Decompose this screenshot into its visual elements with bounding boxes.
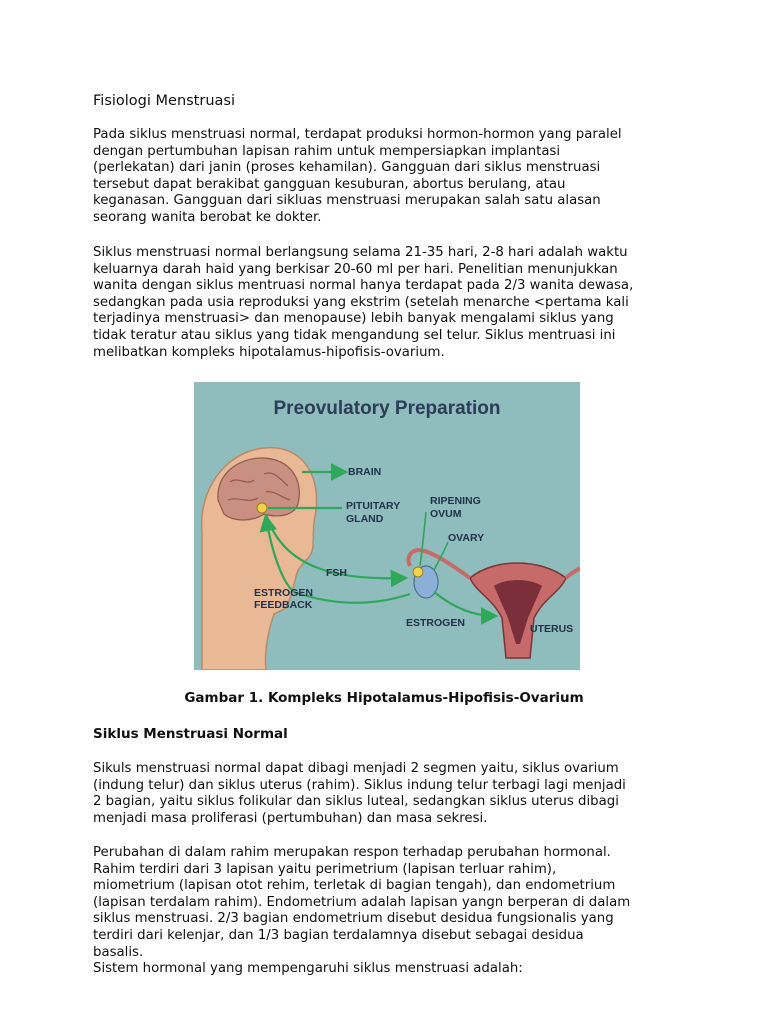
paragraph-4: Perubahan di dalam rahim merupakan respon terhadap perubahan hormonal. Rahim terdiri dari 3 lapisan yaitu perimetrium (lapisan terluar rahim), miometrium (lapisan otot rehim, terletak di bagian tengah), dan endometrium (lapisan terdalam rahim). Endometrium adalah lapisan yangn berperan di dalam siklus menstruasi. 2/3 bagian endometrium disebut desidua fungsionalis yang terdiri dari kelenjar, dan 1/3 bagian terdalamnya disebut sebagai desidua basalis. Sistem hormonal yang mempengaruhi siklus menstruasi adalah: [93, 845, 631, 977]
label-pituitary-2: GLAND [346, 513, 384, 525]
paragraph-3: Sikuls menstruasi normal dapat dibagi menjadi 2 segmen yaitu, siklus ovarium (indung telur) dan siklus uterus (rahim). Siklus indung telur terbagi lagi menjadi 2 bagian, yaitu siklus folikular dan siklus luteal, sedangkan siklus uterus dibagi menjadi masa proliferasi (pertumbuhan) dan masa sekresi. [93, 761, 626, 826]
label-estrogen: ESTROGEN [406, 617, 465, 629]
label-pituitary-1: PITUITARY [346, 500, 401, 512]
label-fsh: FSH [326, 567, 347, 579]
section-heading: Siklus Menstruasi Normal [93, 726, 288, 742]
label-ripening-2: OVUM [430, 508, 462, 520]
label-ripening-1: RIPENING [430, 495, 481, 507]
label-uterus: UTERUS [530, 623, 574, 635]
figure-title: Preovulatory Preparation [273, 398, 501, 419]
pituitary-gland [257, 503, 267, 513]
paragraph-2: Siklus menstruasi normal berlangsung selama 21-35 hari, 2-8 hari adalah waktu keluarnya darah haid yang berkisar 20-60 ml per hari. Penelitian menunjukkan wanita dengan siklus mentruasi normal hanya terdapat pada 2/3 wanita dewasa, sedangkan pada usia reproduksi yang ekstrim (setelah menarche <pertama kali terjadinya menstruasi> dan menopause) lebih banyak mengalami siklus yang tidak teratur atau siklus yang tidak mengandung sel telur. Siklus mentruasi ini melibatkan kompleks hipotalamus-hipofisis-ovarium. [93, 245, 634, 360]
label-brain: BRAIN [348, 466, 382, 478]
document-title: Fisiologi Menstruasi [93, 93, 235, 109]
label-ovary: OVARY [448, 532, 485, 544]
figure-illustration [194, 382, 580, 670]
paragraph-1: Pada siklus menstruasi normal, terdapat produksi hormon-hormon yang paralel dengan pertumbuhan lapisan rahim untuk mempersiapkan implantasi (perlekatan) dari janin (proses kehamilan). Gangguan dari siklus menstruasi tersebut dapat berakibat gangguan kesuburan, abortus berulang, atau keganasan. Gangguan dari sikluas menstruasi merupakan salah satu alasan seorang wanita berobat ke dokter. [93, 127, 622, 225]
figure-caption: Gambar 1. Kompleks Hipotalamus-Hipofisis-Ovarium [184, 690, 584, 706]
ripening-ovum [413, 567, 423, 577]
preovulatory-figure [194, 382, 580, 670]
label-estrogen-feedback-1: ESTROGEN [254, 587, 313, 599]
label-estrogen-feedback-2: FEEDBACK [254, 599, 313, 611]
